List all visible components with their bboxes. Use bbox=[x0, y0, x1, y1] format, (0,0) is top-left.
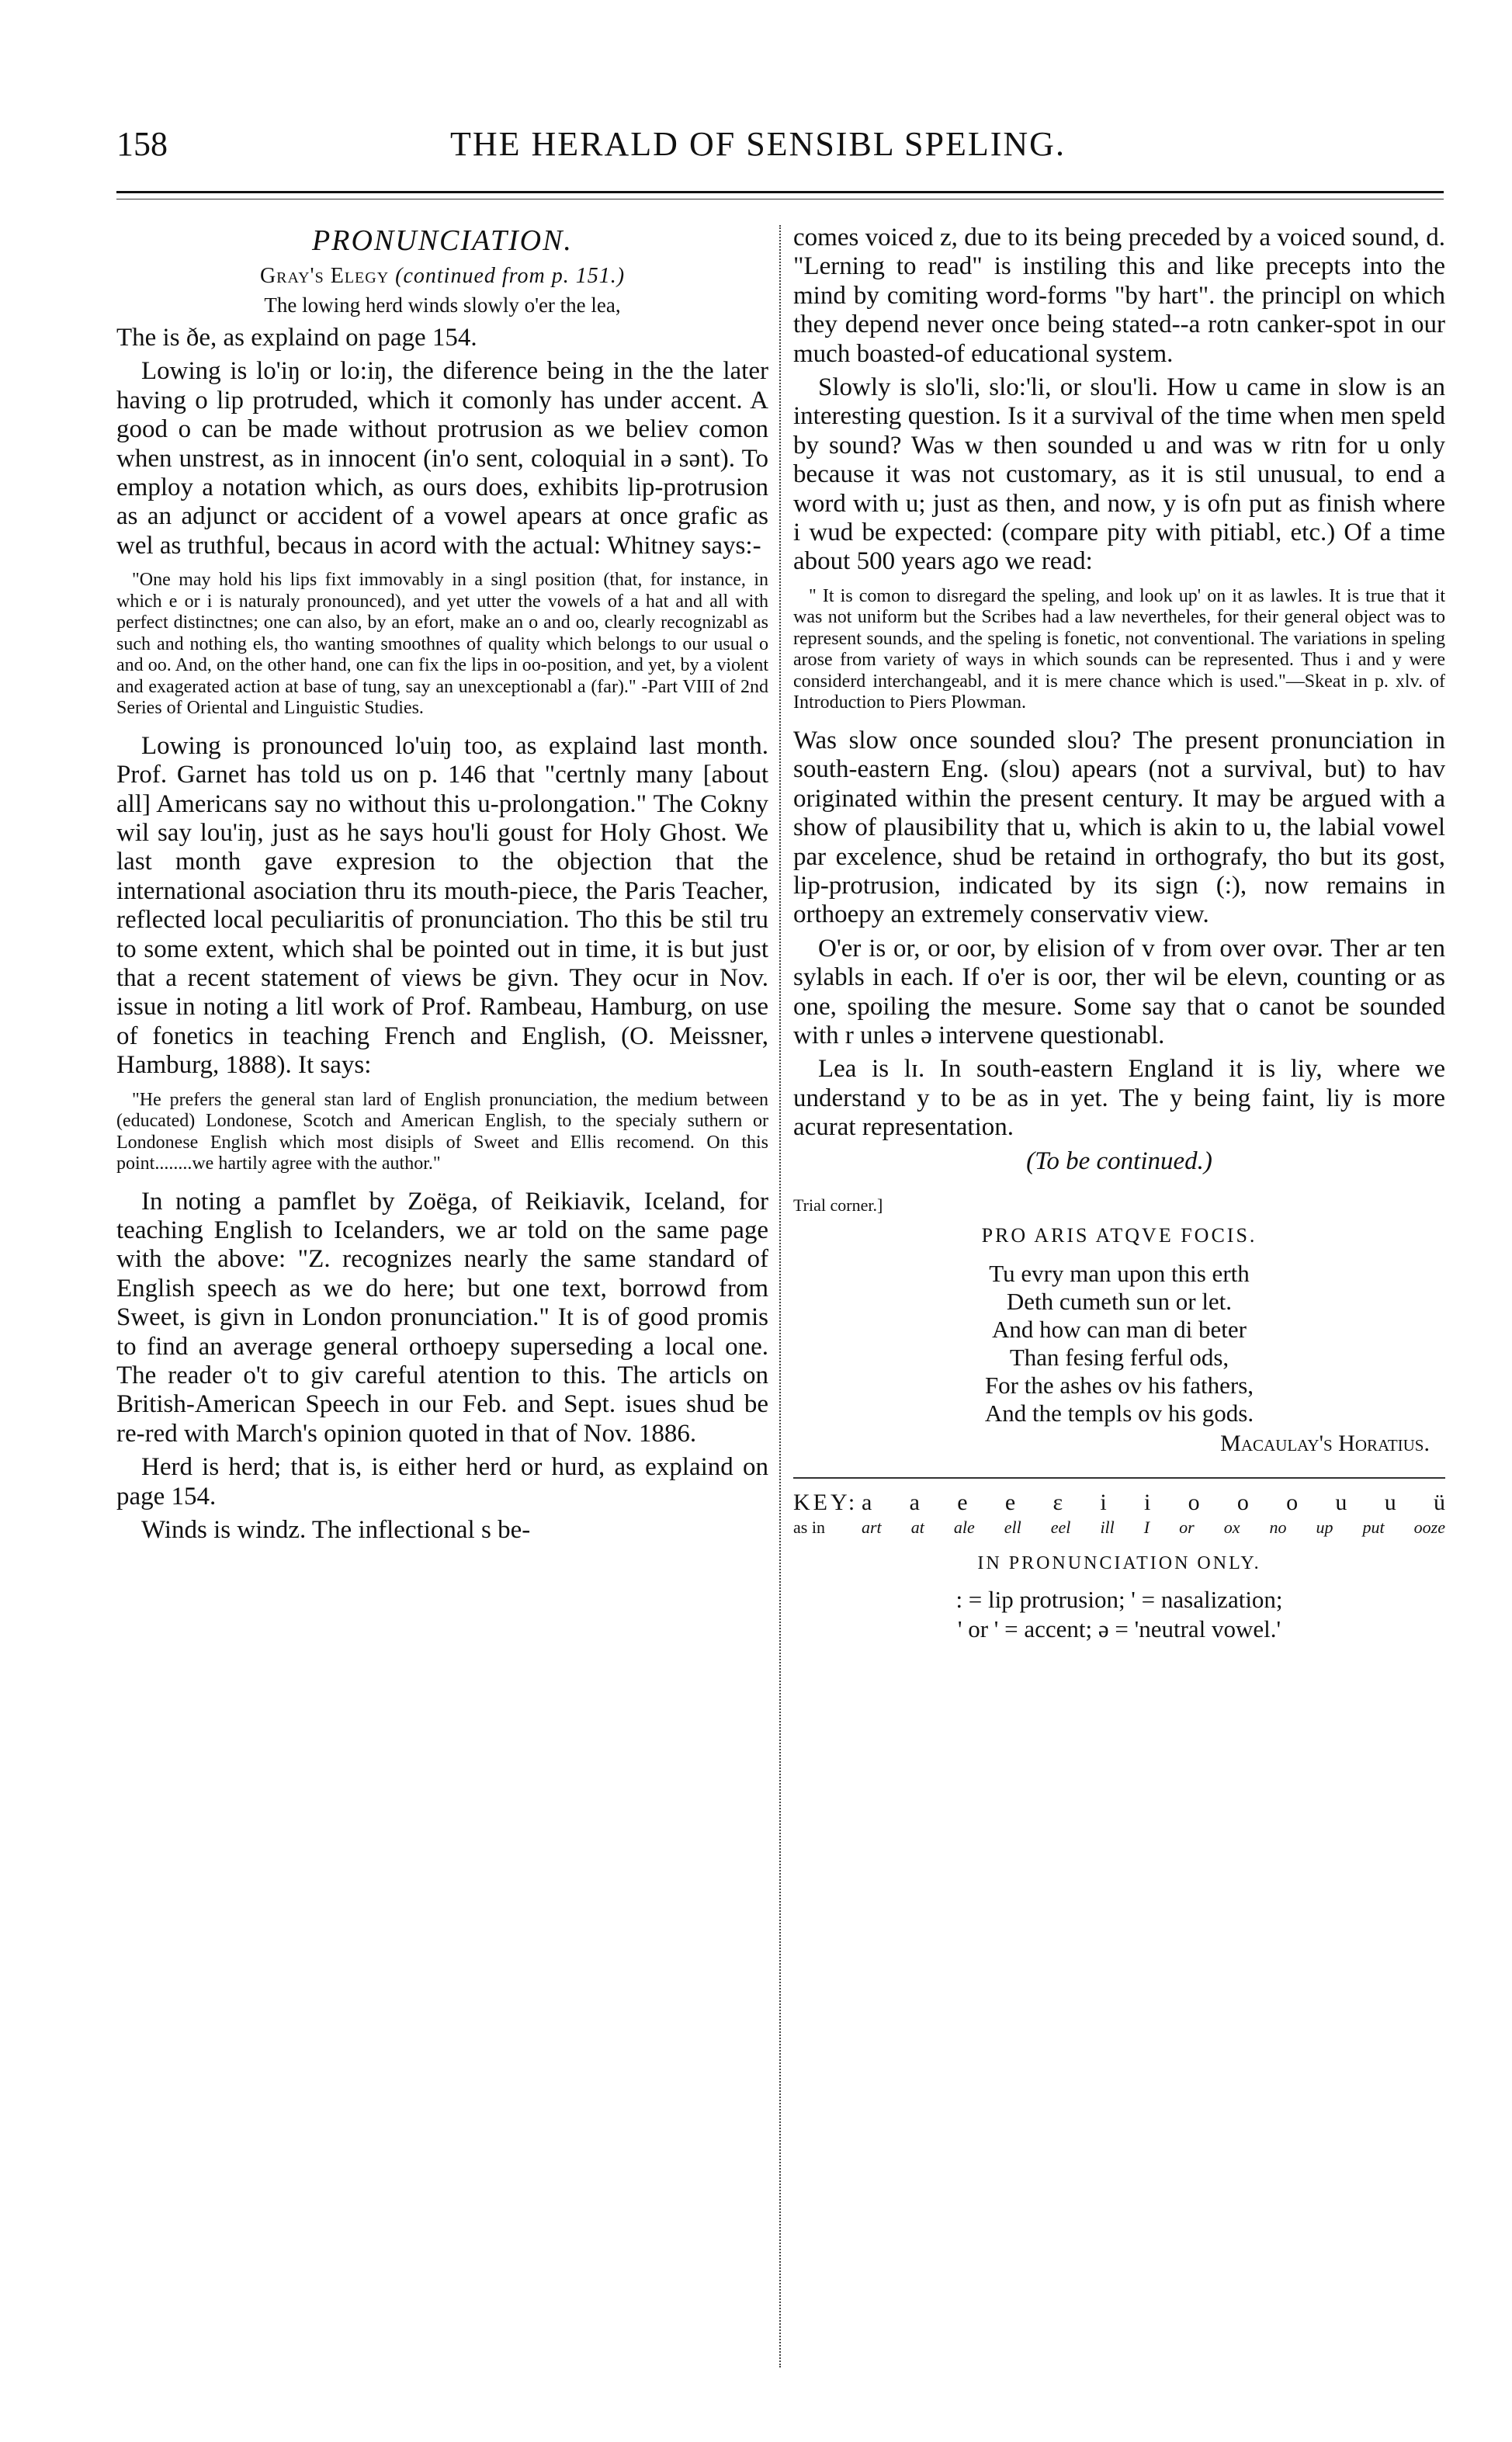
subheading bbox=[116, 264, 768, 289]
column-separator bbox=[779, 225, 781, 2367]
key-example: ell bbox=[1004, 1517, 1021, 1537]
key-example-row bbox=[793, 1518, 1445, 1538]
key-example: eel bbox=[1050, 1517, 1071, 1537]
trial-corner-label: Trial corner.] bbox=[793, 1195, 883, 1215]
key-label: KEY: bbox=[793, 1489, 858, 1515]
poem-attribution: Macaulay's Horatius. bbox=[1220, 1430, 1430, 1456]
key-glyph: ü bbox=[1433, 1489, 1445, 1515]
paragraph: Lea is lɪ. In south-eastern England it is liy, where we understand y to be as in yet. The y being faint, liy is more acurat representation. bbox=[793, 1055, 1445, 1142]
key-glyph: ɛ bbox=[1053, 1489, 1063, 1515]
key-note-line: ' or ' = accent; ə = 'neutral vowel.' bbox=[957, 1615, 1281, 1642]
key-example: at bbox=[910, 1517, 924, 1537]
poem bbox=[793, 1260, 1445, 1457]
key-example: ale bbox=[953, 1517, 975, 1537]
left-column bbox=[116, 224, 768, 1550]
poem-line: Deth cumeth sun or let. bbox=[1006, 1287, 1233, 1315]
key-example: ooze bbox=[1413, 1517, 1445, 1537]
key-examples bbox=[862, 1518, 1445, 1538]
page-header bbox=[116, 124, 1444, 179]
paragraph: O'er is or, or oor, by elision of v from over ovər. Ther ar ten sylabls in each. If o'er is oor, ther wil be elevn, counting or as one, spoiling the mesure. Some say that o canot be sounded with r unles ə intervene questionabl. bbox=[793, 934, 1445, 1049]
paragraph: Winds is windz. The inflectional s be- bbox=[141, 1516, 531, 1545]
key-note-line: : = lip protrusion; ' = nasalization; bbox=[955, 1585, 1283, 1613]
paragraph: comes voiced z, due to its being preceded by a voiced sound, d. "Lerning to read" is instiling this and like precepts into the mind by comiting word-forms "by hart". the principl on which they depend never once being stated--a rotn canker-spot in our much boasted-of educational system. bbox=[793, 224, 1445, 368]
paragraph: In noting a pamflet by Zoëga, of Reikiavik, Iceland, for teaching English to Icelanders, we ar told on the same page with the above: "Z. recognizes nearly the same standard of English speech as we do here; but one text, borrowd from Sweet, is givn in London pronunciation." It is of good promis to find an average general orthoepy superseding a local one. The reader o't to giv careful atention to this. The articls on British-American Speech in our Feb. and Sept. isues shud be re-red with March's opinion quoted in that of Nov. 1886. bbox=[116, 1187, 768, 1448]
key-glyph: o bbox=[1236, 1489, 1249, 1515]
paragraph: Lowing is pronounced lo'uiŋ too, as explaind last month. Prof. Garnet has told us on p. 146 that "certnly many [about all] Americans say no without this u-prolongation." The Cokny wil say lou'iŋ, just as he says hou'li goust for Holy Ghost. We last month gave expresion to the objection that the international asociation thru its mouth-piece, the Paris Teacher, reflected local peculiaritis of pronunciation. Tho this be stil tru to some extent, which shal be pointed out in time, it is but just that a recent statement of views be givn. They ocur in Nov. issue in noting a litl work of Prof. Rambeau, Hamburg, on use of fonetics in teaching French and English, (O. Meissner, Hamburg, 1888). It says: bbox=[116, 731, 768, 1080]
key-example: or bbox=[1179, 1517, 1195, 1537]
header-rule bbox=[116, 191, 1444, 193]
key-glyph: u bbox=[1335, 1489, 1347, 1515]
poem-line: And how can man di beter bbox=[992, 1315, 1247, 1343]
running-title: THE HERALD OF SENSIBL SPELING. bbox=[450, 125, 1066, 163]
poem-line: Than fesing ferful ods, bbox=[1009, 1343, 1229, 1371]
poem-line: Tu evry man upon this erth bbox=[989, 1259, 1250, 1287]
key-glyphs bbox=[862, 1490, 1445, 1516]
subheading-title: Gray's Elegy bbox=[259, 264, 390, 288]
right-column bbox=[793, 224, 1445, 1644]
key-glyph: o bbox=[1188, 1489, 1200, 1515]
key-glyph: a bbox=[862, 1489, 872, 1515]
key-rule bbox=[793, 1477, 1445, 1479]
poem-line: For the ashes ov his fathers, bbox=[984, 1371, 1254, 1399]
paragraph: Slowly is slo'li, slo:'li, or slou'li. How u came in slow is an interesting question. Is it a survival of the time when men speld by sound? Was w then sounded u and was w ritn for u only because it was not customary, as it is stil unusual, to end a word with u; just as then, and now, y is ofn put as finish where i wud be expected: (compare pity with pitiabl, etc.) Of a time about 500 years ago we read: bbox=[793, 373, 1445, 576]
quotation: "One may hold his lips fixt immovably in a singl position (that, for instance, in which e or i is naturaly pronounced), and yet utter the vowels of a hat and all with perfect distinctnes; one can also, by an efort, make an o and oo, clearly recognizabl as such and nothing els, tho wanting smoothnes of quality which belongs to our usual o and oo. And, on the other hand, one can fix the lips in oo-position, and yet, by a violent and exagerated action at base of tung, say an unexceptionabl a (far)." -Part VIII of 2nd Series of Oriental and Linguistic Studies. bbox=[116, 570, 768, 719]
key-example: ill bbox=[1100, 1517, 1115, 1537]
section-title: PRONUNCIATION. bbox=[312, 224, 573, 257]
key-example: no bbox=[1269, 1517, 1287, 1537]
paragraph: Lowing is lo'iŋ or lo:iŋ, the diference being in the the later having o lip protruded, which it comonly has under accent. A good o can be made without protrusion as we believ comon when unstrest, as in innocent (in'o sent, coloquial in ə sənt). To employ a notation which, as ours does, exhibits lip-protrusion as an adjunct or accident of a vowel apears at once grafic as wel as truthful, becaus in acord with the actual: Whitney says:- bbox=[116, 357, 768, 560]
page-number: 158 bbox=[116, 125, 168, 163]
poem-title: PRO ARIS ATQVE FOCIS. bbox=[981, 1223, 1257, 1247]
key-example: art bbox=[862, 1517, 882, 1537]
key-glyph: i bbox=[1100, 1489, 1107, 1515]
to-be-continued: (To be continued.) bbox=[1026, 1146, 1212, 1175]
key-example: put bbox=[1362, 1517, 1385, 1537]
poem-line: And the templs ov his gods. bbox=[984, 1399, 1254, 1427]
verse-line: The lowing herd winds slowly o'er the lea, bbox=[264, 293, 621, 317]
key-example: up bbox=[1316, 1517, 1333, 1537]
paragraph: Was slow once sounded slou? The present pronunciation in south-eastern Eng. (slou) apears (not a survival, but) to hav originated within the present century. It may be argued with a show of plausibility that u, which is akin to u, the labial vowel par excelence, shud be retaind in orthografy, tho but its gost, lip-protrusion, indicated by its sign (:), now remains in orthoepy an extremely conservativ view. bbox=[793, 726, 1445, 929]
quotation: "He prefers the general stan lard of English pronunciation, the medium between (educated) Londonese, Scotch and American English, to the specialy suthern or Londonese English which most disipls of Sweet and Ellis recomend. On this point........we hartily agree with the author." bbox=[116, 1089, 768, 1174]
key-glyph: a bbox=[909, 1489, 920, 1515]
key-glyph: u bbox=[1384, 1489, 1396, 1515]
key-as-in: as in bbox=[793, 1517, 825, 1537]
paragraph: Herd is herd; that is, is either herd or hurd, as explaind on page 154. bbox=[116, 1453, 768, 1511]
key-glyph-row bbox=[793, 1490, 1445, 1516]
key-glyph: e bbox=[957, 1489, 968, 1515]
quotation: " It is comon to disregard the speling, and look up' on it as lawles. It is true that it was not uniform but the Scribes had a law nevertheles, for their general object was to represent sounds, and the speling is fonetic, not conventional. The variations in speling arose from variety of ways in which sounds can be represented. Thus i and y were considerd interchangeabl, and it is mere chance which is used."—Skeat in p. xlv. of Introduction to Piers Plowman. bbox=[793, 585, 1445, 713]
paragraph: The is ðe, as explaind on page 154. bbox=[116, 324, 477, 352]
subheading-continuation: (continued from p. 151.) bbox=[395, 264, 626, 288]
key-glyph: e bbox=[1004, 1489, 1016, 1515]
key-glyph: o bbox=[1286, 1489, 1299, 1515]
key-example: I bbox=[1143, 1517, 1150, 1537]
key-glyph: i bbox=[1143, 1489, 1151, 1515]
pronunciation-only-heading: IN PRONUNCIATION ONLY. bbox=[977, 1552, 1261, 1573]
key-example: ox bbox=[1223, 1517, 1240, 1537]
